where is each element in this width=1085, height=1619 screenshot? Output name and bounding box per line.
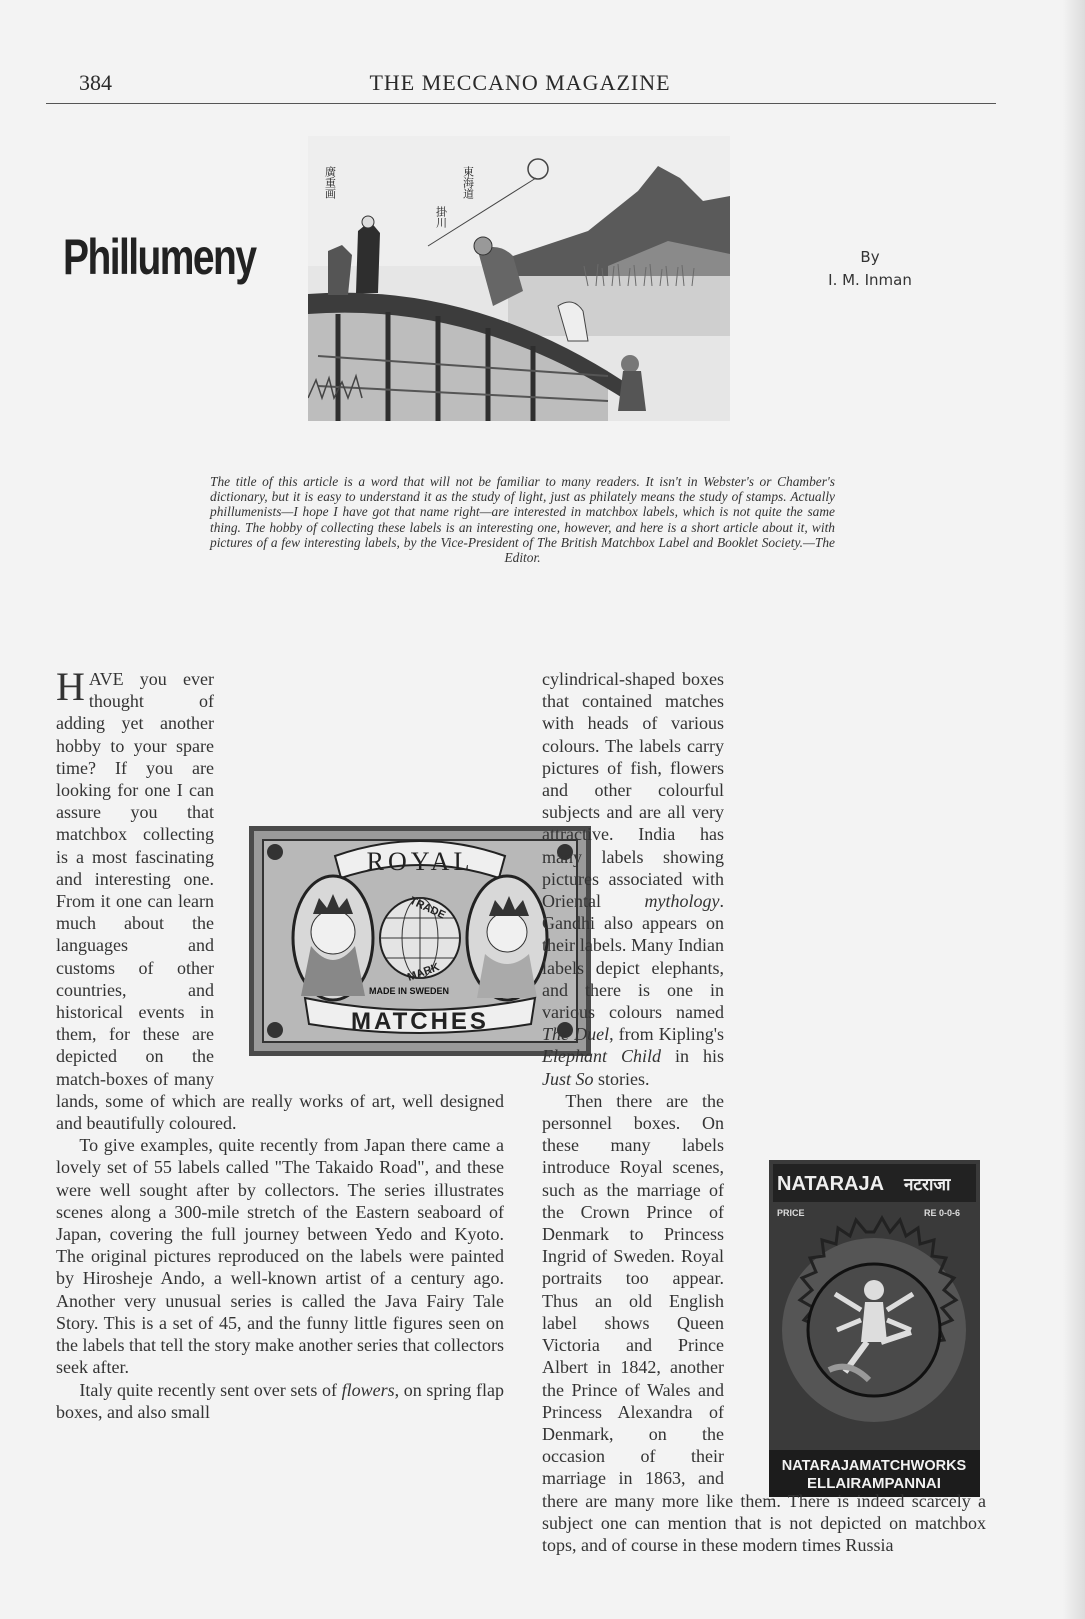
nataraja-brand: NATARAJA [777,1173,885,1195]
royal-text: ROYAL [366,847,474,876]
matches-text: MATCHES [351,1008,489,1035]
japanese-inscription-2: 掛川 [434,206,448,228]
byline [820,246,920,292]
royal-label-wrap-shim [214,808,504,1068]
nataraja-brand-devanagari: नटराजा [904,1175,951,1195]
nataraja-label-wrap-shim [724,1138,986,1488]
magazine-title: THE MECCANO MAGAZINE [369,70,671,95]
page-number: 384 [79,70,112,95]
mythology-italic: mythology [644,891,720,912]
flowers-italic: flowers [341,1379,395,1400]
drop-cap: H [56,664,85,709]
col1-paragraph-3 [56,1379,504,1423]
mark-text: MARK [405,961,442,984]
byline-author: I. M. Inman [828,271,912,289]
column-left [56,664,504,1528]
made-in-sweden-text: MADE IN SWEDEN [368,986,450,996]
just-so-italic: Just So [542,1068,594,1089]
col1-p1-text: AVE you ever thought of adding yet another hobby to your spare time? If you are looking for one I can assure you that matchbox collecting is a most fascinating and interesting one. From it one can learn much about the languages and customs of other countries, and historical events in them, for these are depicted on the match-boxes of many lands, some of which are really works of art, well designed and beautifully coloured. [56,669,504,1134]
col2-paragraph-2: Then there are the personnel boxes. On these many labels introduce Royal scenes, such as the marriage of the Crown Prince of Denmark to Princess Ingrid of Sweden. Royal portraits too appear. Thus an old English label shows Queen Victoria and Prince Albert in 1842, another the Prince of Wales and Princess Alexandra of Denmark, on the occasion of their marriage in 1863, and there are many more like them. There is indeed scarcely a subject one can mention that is not depicted on matchbox tops, and of course in these modern times Russia [542,1090,986,1555]
col2-p1-g: in his [661,1046,724,1067]
col2-p1-a: cylindrical-shaped boxes that contained matches with heads of various colours. The labels carry pictures of fish, flowers and other colourful subjects and are all very attractive. India has many labels showing pictures associated with Oriental [542,669,724,912]
col2-paragraph-1 [542,668,986,1090]
col2-p1-e: , from Kipling's [609,1024,724,1045]
col1-paragraph-2: To give examples, quite recently from Japan there came a lovely set of 55 labels called "The Takaido Road", and these were well sought after by collectors. The series illustrates scenes along a 300-mile stretch of the Eastern seaboard of Japan, covering the full journey between Yedo and Kyoto. The original pictures reproduced on the labels were painted by Hirosheje Ando, a well-known artist of a century ago. Another very unusual series is called the Java Fairy Tale Story. This is a set of 45, and the funny little figures seen on the labels that tell the story make another series that collectors seek after. [56,1135,504,1378]
col1-p3-end: , on spring flap boxes, and also small [56,1379,504,1422]
bridge-scene-image [308,136,730,421]
the-duel-italic: The Duel [542,1024,610,1045]
elephant-child-italic: Elephant Child [542,1046,661,1067]
artist-signature: 廣重画 [323,166,337,199]
ellairampannai-text: ELLAIRAMPANNAI [807,1475,941,1492]
col2-p1-i: stories. [593,1068,650,1089]
takaido-road-label-illustration [308,136,730,421]
trade-text: TRADE [407,894,448,922]
japanese-inscription-1: 東海道 [461,166,475,199]
col2-p1-c: . Gandhi also appears on their labels. Many Indian labels depict elephants, and there is one in various colours named [542,891,724,1023]
price-value: RE 0-0-6 [924,1208,961,1218]
byline-by: By [860,248,880,266]
col1-p3-start: Italy quite recently sent over sets of [79,1379,342,1400]
match-works-text: NATARAJAMATCHWORKS [781,1458,967,1474]
column-right [542,668,986,1555]
editor-caption: The title of this article is a word that will not be familiar to many readers. It isn't in Webster's or Chamber's dictionary, but it is easy to understand it as the study of light, just as philately means the study of stamps. Actually phillumenists—I hope I have got that name right—are interested in matchbox labels, which is not quite the same thing. The hobby of collecting these labels is an interesting one, however, and here is a short article about it, with pictures of a few interesting labels, by the Vice-President of The British Matchbox Label and Booklet Society.—The Editor. [210,474,835,566]
header-rule [46,103,996,104]
price-text: PRICE [777,1208,805,1218]
article-title: Phillumeny [63,229,256,285]
